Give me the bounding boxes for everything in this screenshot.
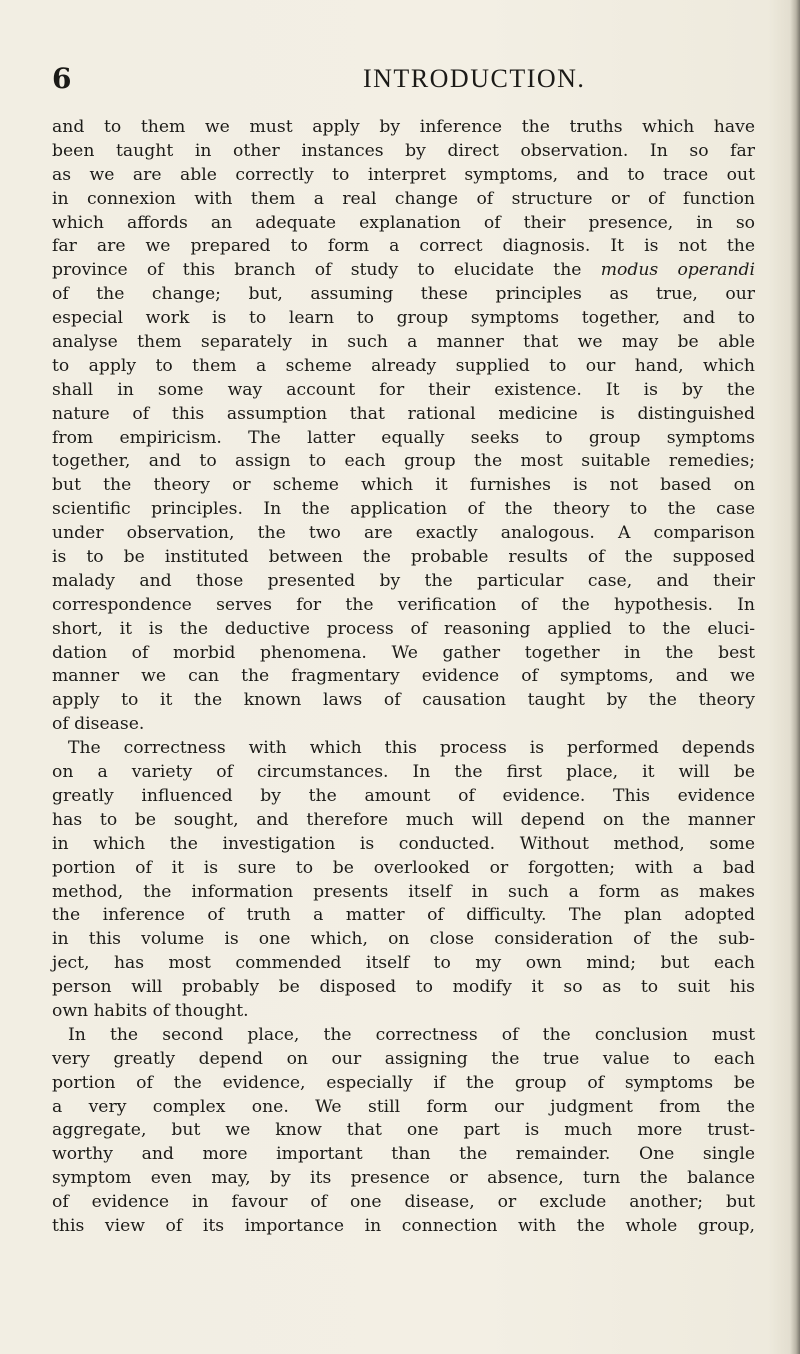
text-line-with-italic <box>52 259 755 283</box>
text-line: malady and those presented by the particular case, and their <box>52 570 755 591</box>
text-line: manner we can the fragmentary evidence of symptoms, and we <box>52 666 755 687</box>
text-line: scientific principles. In the application of the theory to the case <box>52 499 755 520</box>
text-line: in which the investigation is conducted. Without method, some <box>52 833 755 854</box>
text-line: very greatly depend on our assigning the true value to each <box>52 1048 755 1069</box>
text-line: worthy and more important than the remainder. One single <box>52 1144 755 1165</box>
text-line: is to be instituted between the probable results of the supposed <box>52 547 755 568</box>
text-line: far are we prepared to form a correct diagnosis. It is not the <box>52 236 755 257</box>
text-line: symptom even may, by its presence or absence, turn the balance <box>52 1168 755 1189</box>
text-line: a very complex one. We still form our judgment from the <box>52 1096 755 1117</box>
text-line: nature of this assumption that rational medicine is distinguished <box>52 403 755 424</box>
text-line: been taught in other instances by direct observation. In so far <box>52 140 755 161</box>
text-line: together, and to assign to each group the most suitable remedies; <box>52 451 755 472</box>
body-text <box>52 116 755 1239</box>
text-line: aggregate, but we know that one part is much more trust- <box>52 1120 755 1141</box>
text-line: in this volume is one which, on close consideration of the sub- <box>52 929 755 950</box>
text-line: short, it is the deductive process of reasoning applied to the eluci- <box>52 618 755 639</box>
page-gutter-shadow <box>790 0 800 1354</box>
text-line: correspondence serves for the verification of the hypothesis. In <box>52 594 755 615</box>
text-line: and to them we must apply by inference the truths which have <box>52 117 755 137</box>
text-line: especial work is to learn to group symptoms together, and to <box>52 308 755 329</box>
text-line: shall in some way account for their existence. It is by the <box>52 379 755 400</box>
text-line: on a variety of circumstances. In the first place, it will be <box>52 762 755 783</box>
text-line: analyse them separately in such a manner that we may be able <box>52 332 755 353</box>
text-line: of evidence in favour of one disease, or exclude another; but <box>52 1192 755 1213</box>
paragraph-start-line: In the second place, the correctness of the conclusion must <box>68 1024 755 1045</box>
page-number: 6 <box>52 62 72 95</box>
text-line: greatly influenced by the amount of evidence. This evidence <box>52 785 755 806</box>
text-line: dation of morbid phenomena. We gather together in the best <box>52 642 755 663</box>
paragraph-end-line: of disease. <box>52 714 145 735</box>
text-line: the inference of truth a matter of difficulty. The plan adopted <box>52 905 755 926</box>
text-line: ject, has most commended itself to my own mind; but each <box>52 953 755 974</box>
text-line: from empiricism. The latter equally seeks to group symptoms <box>52 427 755 448</box>
text-line: this view of its importance in connection with the whole group, <box>52 1215 755 1236</box>
text-line: method, the information presents itself in such a form as makes <box>52 881 755 902</box>
running-head: INTRODUCTION. <box>363 64 586 93</box>
page-header <box>52 62 752 96</box>
text-line: of the change; but, assuming these principles as true, our <box>52 284 755 305</box>
text-line: under observation, the two are exactly analogous. A comparison <box>52 523 755 544</box>
text-line: as we are able correctly to interpret symptoms, and to trace out <box>52 164 755 185</box>
text-line: portion of it is sure to be overlooked or forgotten; with a bad <box>52 857 755 878</box>
text-line: person will probably be disposed to modify it so as to suit his <box>52 977 755 998</box>
text-line: portion of the evidence, especially if the group of symptoms be <box>52 1072 755 1093</box>
text-line: has to be sought, and therefore much will depend on the manner <box>52 809 755 830</box>
text-line: but the theory or scheme which it furnishes is not based on <box>52 475 755 496</box>
text-line: to apply to them a scheme already supplied to our hand, which <box>52 355 755 376</box>
text-line: apply to it the known laws of causation taught by the theory <box>52 690 755 711</box>
italic-phrase: modus operandi <box>600 260 756 281</box>
text-line-segment: province of this branch of study to elucidate the <box>52 260 582 281</box>
paragraph-end-line: own habits of thought. <box>52 1000 249 1021</box>
paragraph-start-line: The correctness with which this process is performed depends <box>68 738 755 759</box>
text-line: which affords an adequate explanation of their presence, in so <box>52 212 755 233</box>
text-line: in connexion with them a real change of structure or of function <box>52 188 755 209</box>
